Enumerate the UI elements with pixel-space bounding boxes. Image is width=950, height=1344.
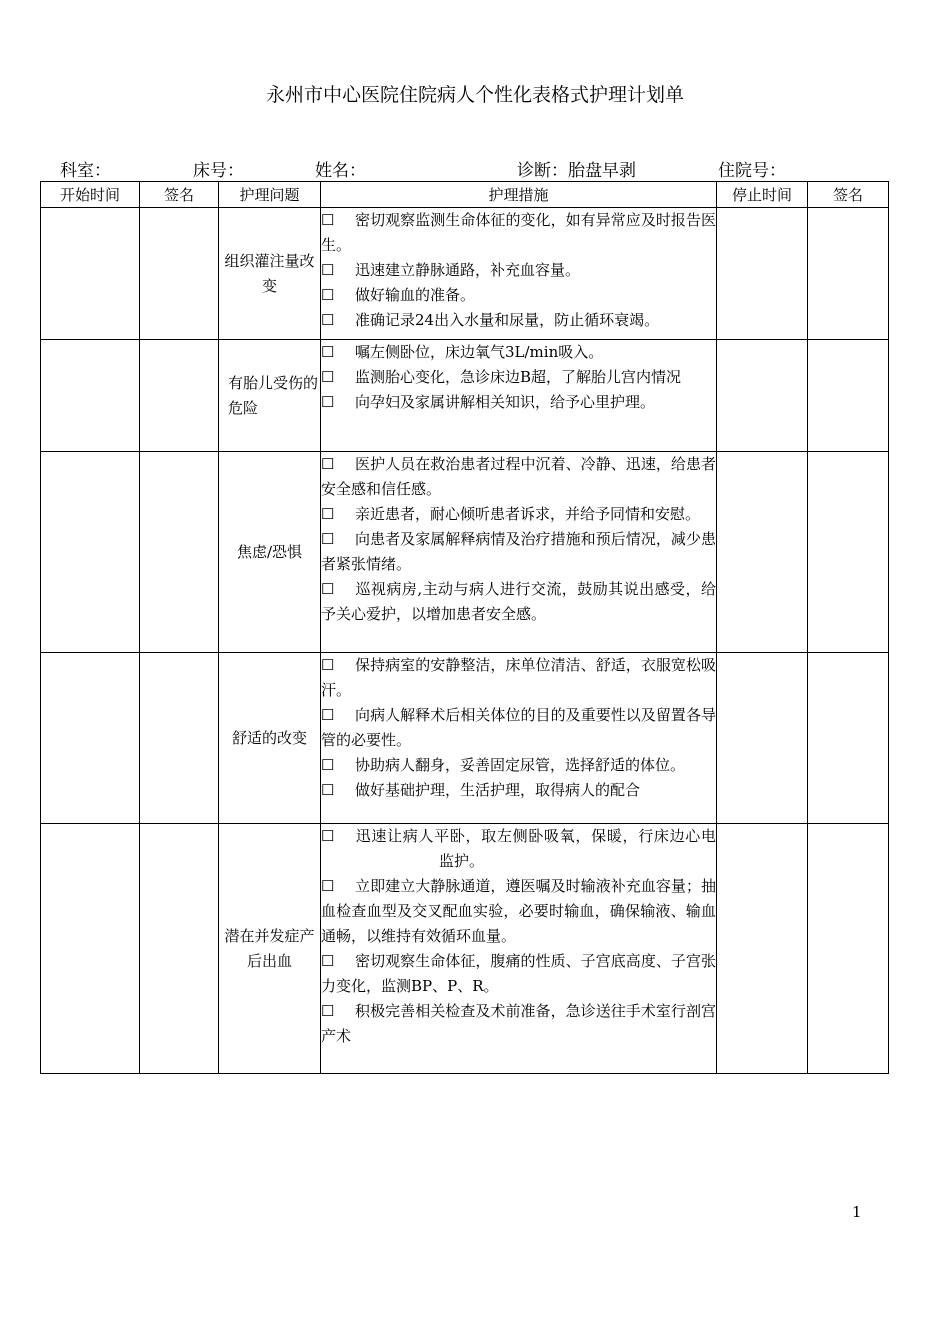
sign-cell[interactable]: [140, 340, 219, 452]
table-row: [41, 208, 889, 340]
measures-cell: [321, 340, 717, 452]
start-time-cell[interactable]: [41, 452, 140, 653]
measure-item: ☐ 做好输血的准备。: [321, 283, 716, 308]
table-row: [41, 340, 889, 452]
checkbox-icon[interactable]: ☐: [321, 580, 335, 598]
table-row: [41, 653, 889, 824]
checkbox-icon[interactable]: ☐: [321, 455, 335, 473]
start-time-cell[interactable]: [41, 208, 140, 340]
sign-cell-2[interactable]: [808, 824, 889, 1074]
sign-cell[interactable]: [140, 653, 219, 824]
measures-cell: [321, 824, 717, 1074]
measures-cell: [321, 208, 717, 340]
col-header-sign: 签名: [140, 182, 219, 208]
measures-cell: [321, 653, 717, 824]
measure-item: ☐ 亲近患者，耐心倾听患者诉求，并给予同情和安慰。: [321, 502, 716, 527]
stop-time-cell[interactable]: [717, 208, 808, 340]
measure-item: ☐ 做好基础护理，生活护理，取得病人的配合: [321, 778, 716, 803]
start-time-cell[interactable]: [41, 653, 140, 824]
diagnosis-label: 诊断：胎盘早剥: [517, 161, 636, 181]
bed-label: 床号：: [193, 161, 244, 181]
measure-item: ☐ 密切观察监测生命体征的变化，如有异常应及时报告医生。: [321, 208, 716, 258]
dept-label: 科室：: [60, 161, 111, 181]
table-row: [41, 452, 889, 653]
sign-cell-2[interactable]: [808, 653, 889, 824]
name-label: 姓名：: [315, 161, 366, 181]
table-header-row: [41, 182, 889, 208]
problem-cell: 组织灌注量改变: [219, 208, 321, 340]
measure-item: ☐ 协助病人翻身，妥善固定尿管，选择舒适的体位。: [321, 753, 716, 778]
checkbox-icon[interactable]: ☐: [321, 368, 335, 386]
sign-cell[interactable]: [140, 452, 219, 653]
measure-item: ☐ 向患者及家属解释病情及治疗措施和预后情况，减少患者紧张情绪。: [321, 527, 716, 577]
sign-cell-2[interactable]: [808, 340, 889, 452]
measure-item: ☐ 巡视病房,主动与病人进行交流，鼓励其说出感受，给予关心爱护，以增加患者安全感。: [321, 577, 716, 627]
checkbox-icon[interactable]: ☐: [321, 311, 335, 329]
col-header-stop-time: 停止时间: [717, 182, 808, 208]
col-header-problem: 护理问题: [219, 182, 321, 208]
measure-item: ☐ 积极完善相关检查及术前准备，急诊送往手术室行剖宫产术: [321, 999, 716, 1049]
sign-cell-2[interactable]: [808, 208, 889, 340]
measure-item: ☐ 医护人员在救治患者过程中沉着、冷静、迅速，给患者安全感和信任感。: [321, 452, 716, 502]
sign-cell[interactable]: [140, 208, 219, 340]
checkbox-icon[interactable]: ☐: [321, 827, 335, 845]
problem-cell: 舒适的改变: [219, 653, 321, 824]
checkbox-icon[interactable]: ☐: [321, 656, 335, 674]
stop-time-cell[interactable]: [717, 824, 808, 1074]
page-title: 永州市中心医院住院病人个性化表格式护理计划单: [265, 84, 684, 106]
measure-item: ☐ 监测胎心变化，急诊床边B超，了解胎儿宫内情况: [321, 365, 716, 390]
nursing-plan-table: [40, 181, 889, 1074]
page-number: 1: [852, 1203, 862, 1221]
measure-item: ☐ 向病人解释术后相关体位的目的及重要性以及留置各导管的必要性。: [321, 703, 716, 753]
measure-item: ☐ 立即建立大静脉通道，遵医嘱及时输液补充血容量；抽血检查血型及交叉配血实验，必要时输血，确保输液、输血通畅，以维持有效循环血量。: [321, 874, 716, 949]
admission-label: 住院号：: [718, 161, 786, 181]
checkbox-icon[interactable]: ☐: [321, 505, 335, 523]
checkbox-icon[interactable]: ☐: [321, 1002, 335, 1020]
stop-time-cell[interactable]: [717, 653, 808, 824]
checkbox-icon[interactable]: ☐: [321, 261, 335, 279]
checkbox-icon[interactable]: ☐: [321, 756, 335, 774]
checkbox-icon[interactable]: ☐: [321, 877, 335, 895]
measure-item: ☐ 迅速建立静脉通路，补充血容量。: [321, 258, 716, 283]
measure-item: ☐ 密切观察生命体征，腹痛的性质、子宫底高度、子宫张力变化，监测BP、P、R。: [321, 949, 716, 999]
stop-time-cell[interactable]: [717, 340, 808, 452]
col-header-sign-2: 签名: [808, 182, 889, 208]
start-time-cell[interactable]: [41, 340, 140, 452]
measure-item: ☐ 向孕妇及家属讲解相关知识，给予心里护理。: [321, 390, 716, 415]
checkbox-icon[interactable]: ☐: [321, 706, 335, 724]
checkbox-icon[interactable]: ☐: [321, 781, 335, 799]
problem-cell: 有胎儿受伤的危险: [219, 340, 321, 452]
measure-item: ☐ 嘱左侧卧位，床边氧气3L/min吸入。: [321, 340, 716, 365]
measure-item: ☐ 保持病室的安静整洁，床单位清洁、舒适，衣服宽松吸汗。: [321, 653, 716, 703]
problem-cell: 潜在并发症产后出血: [219, 824, 321, 1074]
col-header-measures: 护理措施: [321, 182, 717, 208]
checkbox-icon[interactable]: ☐: [321, 211, 335, 229]
col-header-start-time: 开始时间: [41, 182, 140, 208]
stop-time-cell[interactable]: [717, 452, 808, 653]
checkbox-icon[interactable]: ☐: [321, 393, 335, 411]
sign-cell-2[interactable]: [808, 452, 889, 653]
checkbox-icon[interactable]: ☐: [321, 343, 335, 361]
measure-item: ☐ 迅速让病人平卧，取左侧卧吸氧，保暖，行床边心电监护。: [321, 824, 716, 874]
table-row: [41, 824, 889, 1074]
measures-cell: [321, 452, 717, 653]
checkbox-icon[interactable]: ☐: [321, 530, 335, 548]
problem-cell: 焦虑/恐惧: [219, 452, 321, 653]
checkbox-icon[interactable]: ☐: [321, 952, 335, 970]
checkbox-icon[interactable]: ☐: [321, 286, 335, 304]
measure-item: ☐ 准确记录24出入水量和尿量，防止循环衰竭。: [321, 308, 716, 333]
sign-cell[interactable]: [140, 824, 219, 1074]
start-time-cell[interactable]: [41, 824, 140, 1074]
patient-info-line: [60, 156, 900, 180]
